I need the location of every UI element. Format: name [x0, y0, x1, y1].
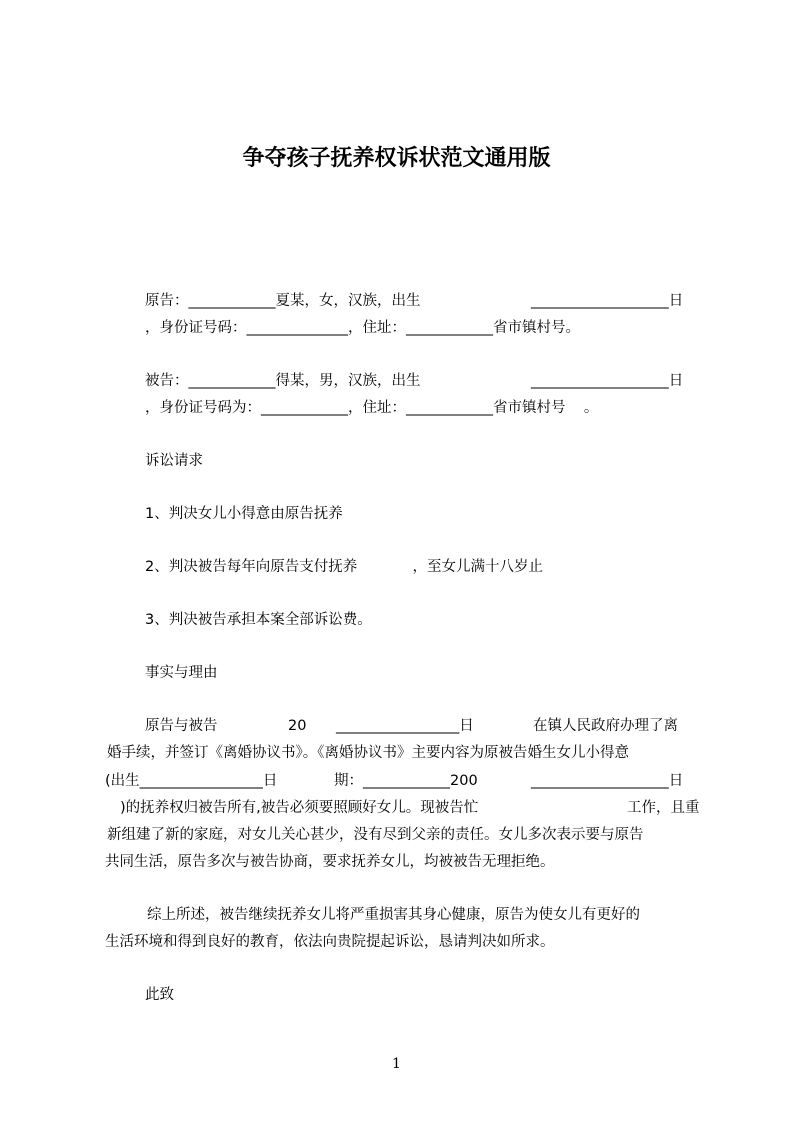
document-title: 争夺孩子抚养权诉状范文通用版 — [242, 146, 551, 171]
summary-line-1: 综上所述，被告继续抚养女儿将严重损害其身心健康，原告为使女儿有更好的 — [147, 907, 640, 923]
facts-line-6: 共同生活，原告多次与被告协商，要求抚养女儿，均被被告无理拒绝。 — [105, 854, 555, 870]
claim-item: 1、判决女儿小得意由原告抚养 — [145, 506, 343, 522]
facts-heading: 事实与理由 — [145, 665, 218, 681]
facts-line-1d: 在镇人民政府办理了离 — [533, 718, 678, 734]
page-number: 1 — [392, 1056, 401, 1072]
closing: 此致 — [145, 987, 174, 1003]
defendant-line-1-right: ___________________日 — [531, 373, 684, 389]
facts-line-1b: 20 — [288, 718, 307, 734]
summary-line-2: 生活环境和得到良好的教育，依法向贵院提起诉讼，恳请判决如所求。 — [105, 934, 555, 950]
facts-line-5: 新组建了新的家庭，对女儿关心甚少，没有尽到父亲的责任。女儿多次表示要与原告 — [107, 827, 644, 843]
facts-line-1a: 原告与被告 — [145, 718, 218, 734]
claims-heading: 诉讼请求 — [145, 453, 203, 469]
facts-line-2: 婚手续，并签订《离婚协议书》。《离婚协议书》主要内容为原被告婚生女儿小得意 — [107, 745, 629, 761]
facts-line-1c: _________________日 — [336, 718, 474, 734]
facts-line-3c: ___________________日 — [531, 773, 684, 789]
facts-line-4b: 工作，且重 — [627, 800, 700, 816]
claim-item: 2、判决被告每年向原告支付抚养 ，至女儿满十八岁止 — [145, 559, 544, 575]
defendant-line-2: ，身份证号码为：____________，住址：____________省市镇村号 。 — [145, 400, 599, 416]
facts-line-3a: (出生_________________日 — [105, 773, 278, 789]
facts-line-3b: 期：____________200 — [334, 773, 478, 789]
plaintiff-line-1-right: ___________________日 — [531, 293, 684, 309]
plaintiff-line-1: 原告：____________夏某，女，汉族，出生 — [145, 293, 421, 309]
defendant-line-1: 被告：____________得某，男，汉族，出生 — [145, 373, 421, 389]
facts-line-4a: )的抚养权归被告所有,被告必须要照顾好女儿。现被告忙 — [120, 800, 479, 816]
claim-item: 3、判决被告承担本案全部诉讼费。 — [145, 612, 372, 628]
plaintiff-line-2: ，身份证号码：______________，住址：____________省市镇村号。 — [145, 320, 580, 336]
